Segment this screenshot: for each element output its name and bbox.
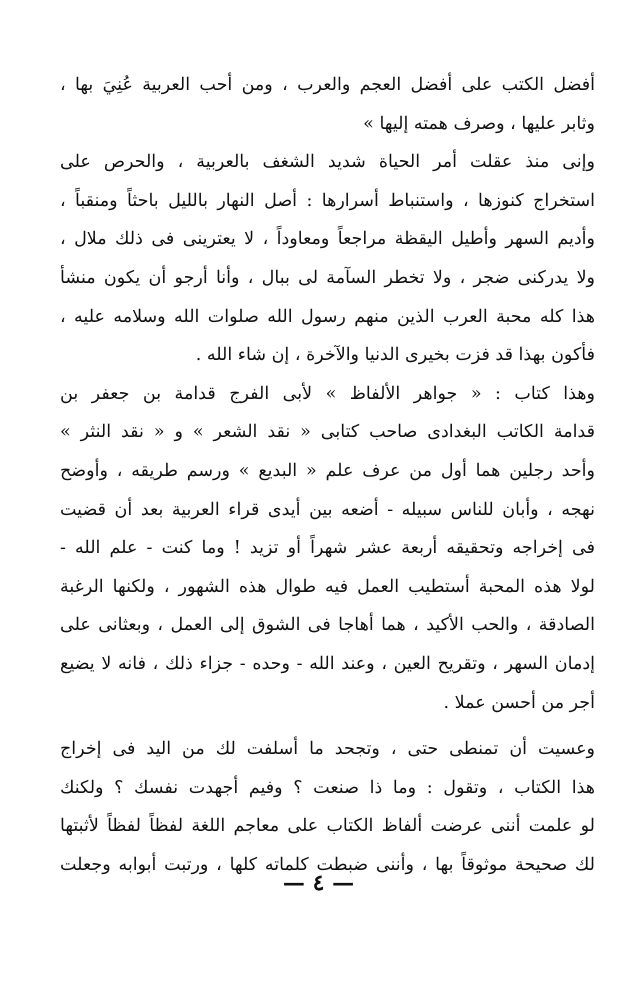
text-line: لولا هذه المحبة أستطيب العمل فيه طوال هذه الشهور ، ولكنها الرغبة — [60, 576, 595, 597]
text-line: فى إخراجه وتحقيقه أربعة عشر شهراً أو تزيد ! وما كنت - علم الله - — [60, 538, 595, 559]
text-line: أجر من أحسن عملا . — [443, 692, 595, 713]
text-line: استخراج كنوزها ، واستنباط أسرارها : أصل النهار بالليل باحثاً ومنقباً ، — [60, 190, 595, 211]
text-line: فأكون بهذا قد فزت بخيرى الدنيا والآخرة ، إن شاء الله . — [195, 345, 595, 366]
text-line: هذا الكتاب ، وتقول : وما ذا صنعت ؟ وفيم أجهدت نفسك ؟ ولكنك — [60, 777, 595, 798]
text-line: هذا كله محبة العرب الذين منهم رسول الله صلوات الله وسلامه عليه ، — [60, 306, 595, 327]
body-text — [60, 66, 595, 884]
text-line: قدامة الكاتب البغدادى صاحب كتابى « نقد الشعر » و « نقد النثر » — [60, 422, 595, 443]
text-line: الصادقة ، والحب الأكيد ، هما أهاجا فى الشوق إلى العمل ، وبعثانى على — [60, 615, 595, 636]
text-line: وثابر عليها ، وصرف همته إليها » — [363, 113, 595, 134]
text-line: أفضل الكتب على أفضل العجم والعرب ، ومن أحب العربية عُنِيَ بها ، — [60, 75, 595, 95]
page-number: — ٤ — — [282, 870, 355, 896]
text-line: وإنى منذ عقلت أمر الحياة شديد الشغف بالعربية ، والحرص على — [60, 152, 595, 173]
text-line: إدمان السهر ، وتقريح العين ، وعند الله - وحده - جزاء ذلك ، فانه لا يضيع — [60, 653, 595, 674]
text-line: وعسيت أن تمنطى حتى ، وتجحد ما أسلفت لك من اليد فى إخراج — [60, 739, 595, 760]
text-line: ولا يدركنى ضجر ، ولا تخطر السآمة لى ببال ، وأنا أرجو أن يكون منشأ — [60, 267, 595, 288]
text-line: وأحد رجلين هما أول من عرف علم « البديع » ورسم طريقه ، وأوضح — [60, 460, 595, 481]
text-line: لو علمت أننى عرضت ألفاظ الكتاب على معاجم اللغة لفظاً لفظاً لأثبتها — [60, 816, 595, 837]
paragraph-3 — [60, 375, 595, 722]
text-line: وهذا كتاب : « جواهر الألفاظ » لأبى الفرج قدامة بن جعفر بن — [60, 383, 595, 404]
paragraph-2 — [60, 143, 595, 375]
text-line: وأديم السهر وأطيل اليقظة مراجعاً ومعاوداً ، لا يعترينى فى ذلك ملال ، — [60, 229, 595, 250]
text-line: لك صحيحة موثوقاً بها ، وأننى ضبطت كلماته كلها ، ورتبت أبوابه وجعلت — [60, 854, 595, 875]
text-line: نهجه ، وأبان للناس سبيله - أضعه بين أيدى قراء العربية بعد أن قضيت — [60, 499, 595, 520]
paragraph-1 — [60, 66, 595, 143]
paragraph-4 — [60, 730, 595, 884]
